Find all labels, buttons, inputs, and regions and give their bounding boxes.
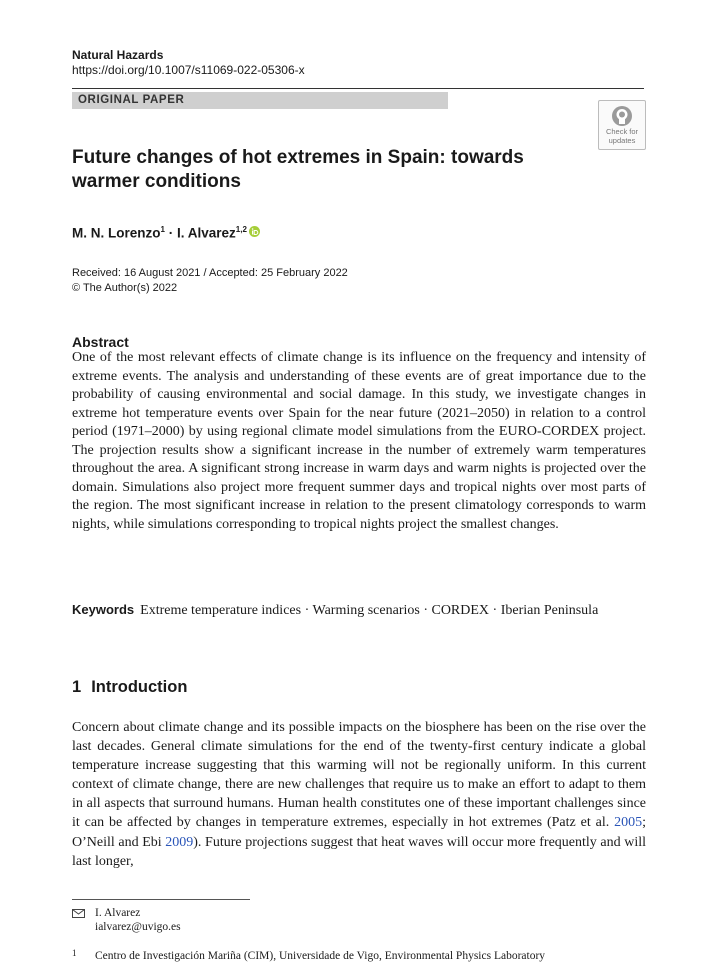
author-name[interactable]: I. Alvarez (176, 225, 236, 241)
journal-name: Natural Hazards (72, 48, 164, 62)
author-separator: · (168, 225, 174, 241)
author-affiliation-mark: 1,2 (235, 225, 247, 234)
affiliation-text: Centro de Investigación Mariña (CIM), Universidade de Vigo, Environmental Physics Laboratory (95, 950, 546, 962)
section-heading (72, 677, 187, 697)
paper-type-label: ORIGINAL PAPER (78, 94, 185, 106)
publication-dates: Received: 16 August 2021 / Accepted: 25 February 2022 (72, 267, 348, 279)
author-name[interactable]: M. N. Lorenzo (72, 225, 161, 241)
keywords-label: Keywords (72, 602, 135, 617)
paper-title: Future changes of hot extremes in Spain: towards warmer conditions (72, 147, 524, 192)
author-affiliation-mark: 1 (160, 225, 165, 234)
check-for-updates-line2: updates (608, 136, 636, 145)
abstract-body: One of the most relevant effects of climate change is its influence on the frequency and intensity of extreme events. The analysis and understanding of these events are of great importance due to the probability of causing environmental and social damage. In this study, we investigate changes in extreme hot temperature events over Spain for the near future (2021–2050) in relation to a control period (1971–2000) by using regional climate model simulations from the EURO-CORDEX project. The projection results show a significant increase in the number of extremely warm temperatures throughout the area. A significant strong increase in warm days and warm nights is projected over the domain. Simulations also project more frequent summer days and tropical nights over most parts of the region. The most significant increase in relation to the present climatology corresponds to warm nights, while simulations corresponding to tropical nights project the smallest changes. (72, 350, 646, 532)
section-title: Introduction (91, 678, 188, 696)
orcid-icon[interactable] (249, 226, 260, 237)
check-for-updates-icon (611, 105, 633, 127)
check-for-updates-line1: Check for (605, 127, 639, 136)
corresponding-author-email[interactable]: ialvarez@uvigo.es (95, 921, 181, 933)
keywords-block (72, 600, 646, 621)
footnote-rule (72, 899, 250, 900)
intro-text: ; O’Neill and Ebi (72, 815, 646, 850)
header-rule (72, 88, 644, 89)
citation-link[interactable]: 2009 (165, 834, 194, 850)
copyright-line: © The Author(s) 2022 (72, 282, 178, 294)
intro-text: Concern about climate change and its possible impacts on the biosphere has been on the rise over the last decades. General climate simulations for the end of the twenty-first century indicate a global temperature increase suggesting that this warming will not be regionally uniform. In this current context of climate change, there are new challenges that require us to make an effort to adapt to them in all aspects that surround humans. Human health constitutes one of these important challenges since it can be affected by changes in temperature extremes, especially in hot extremes (Patz et al. (72, 720, 646, 831)
check-for-updates-text (599, 127, 645, 145)
check-for-updates-button[interactable] (598, 100, 646, 150)
author-list (72, 221, 260, 243)
section-number: 1 (72, 678, 82, 696)
introduction-paragraph (72, 718, 646, 871)
envelope-icon (72, 909, 85, 918)
affiliation-number: 1 (72, 948, 77, 958)
corresponding-author-name: I. Alvarez (95, 907, 141, 919)
citation-link[interactable]: 2005 (614, 815, 643, 831)
keywords-text: Extreme temperature indices · Warming scenarios · CORDEX · Iberian Peninsula (140, 603, 599, 618)
intro-text: ). Future projections suggest that heat waves will occur more frequently and will last longer, (72, 834, 646, 869)
abstract-heading: Abstract (72, 334, 129, 350)
doi-link[interactable]: https://doi.org/10.1007/s11069-022-05306-x (72, 63, 305, 77)
